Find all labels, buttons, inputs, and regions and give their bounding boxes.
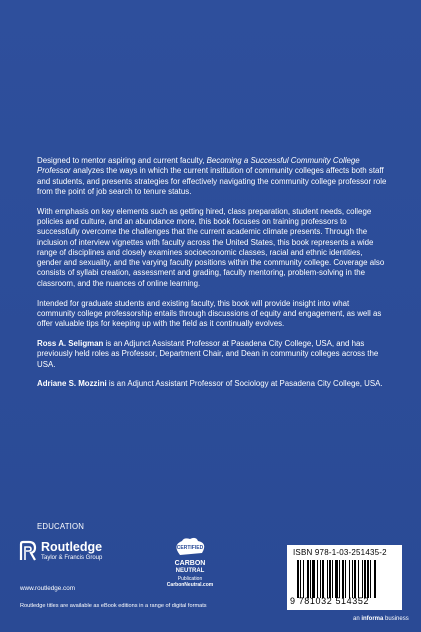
publisher-name: Routledge: [41, 539, 103, 554]
barcode-bar: [332, 560, 333, 598]
barcode-bar: [358, 560, 359, 598]
author-bio-text: is an Adjunct Assistant Professor at Pasadena City College, USA, and has previously held roles as Professor, Department Chair, and Dean in community colleges across the USA.: [37, 338, 379, 369]
barcode-bar: [342, 560, 344, 598]
badge-neutral: NEUTRAL: [175, 568, 205, 574]
author-bio-2: [37, 379, 387, 389]
barcode-bar: [335, 560, 338, 598]
badge-publication: Publication: [177, 576, 203, 582]
barcode-bar: [303, 560, 304, 598]
barcode-bar: [320, 560, 321, 598]
description-paragraph-2: With emphasis on key elements such as getting hired, class preparation, student needs, college policies and culture, and an abundance more, this book focuses on training professors to successfully overcome the challenges that the current academic climate presents. Through the inclusion of interview vignettes with faculty across the United States, this book represents a wide range of disciplines and closely examines socioeconomic classes, racial and ethnic identities, gender and sexuality, and the varying faculty positions within the community college. Coverage also consists of syllabi creation, assessment and grading, faculty mentoring, problem-solving in the classroom, and the nuances of online learning.: [37, 206, 385, 288]
routledge-logo-icon: [19, 540, 37, 562]
barcode-bar: [327, 560, 328, 598]
back-cover-text: [37, 156, 387, 399]
informa-business: [353, 616, 409, 622]
publisher-group: Taylor & Francis Group: [41, 554, 103, 561]
barcode-bar: [370, 560, 371, 598]
barcode-bar: [312, 560, 315, 598]
informa-suffix: business: [383, 616, 409, 622]
informa-prefix: an: [353, 616, 362, 622]
description-paragraph-1: [37, 156, 387, 197]
book-title: Becoming a Successful Community College Professor: [37, 156, 360, 176]
barcode-bar: [300, 560, 301, 598]
barcode-bar: [362, 560, 363, 598]
barcode-bar: [349, 560, 350, 598]
barcode-bar: [374, 560, 376, 598]
barcode-bars: [297, 560, 395, 598]
author-bio-text: is an Adjunct Assistant Professor of Sociology at Pasadena City College, USA.: [106, 379, 383, 389]
barcode-bar: [297, 560, 299, 598]
description-paragraph-3: Intended for graduate students and existing faculty, this book will provide insight into what community college professorship entails through discussions of equity and engagement, as well as offer valuable tips for keeping up with the field as it continually evolves.: [37, 298, 382, 329]
barcode-bar: [322, 560, 324, 598]
description-rest: analyzes the ways in which the current institution of community colleges affects both staff and students, and presents strategies for effectively navigating the community college professor role from the point of job search to tenure status.: [37, 166, 387, 196]
barcode-bar: [317, 560, 318, 598]
badge-certified: CERTIFIED: [176, 545, 204, 551]
subject-category: EDUCATION: [37, 522, 85, 531]
isbn-number: ISBN 978-1-03-251435-2: [293, 548, 387, 557]
informa-name: informa: [361, 616, 384, 622]
barcode-bar: [364, 560, 366, 598]
barcode-digits: 9 781032 514352: [290, 596, 370, 606]
badge-carbon: CARBON: [174, 560, 206, 567]
barcode-bar: [345, 560, 346, 598]
barcode-bar: [307, 560, 309, 598]
author-name: Ross A. Seligman: [37, 338, 104, 348]
barcode-bar: [339, 560, 340, 598]
author-name: Adriane S. Mozzini: [37, 379, 107, 389]
barcode-bar: [329, 560, 331, 598]
author-bio-1: [37, 339, 387, 370]
carbon-label: [150, 576, 230, 588]
barcode-bar: [310, 560, 311, 598]
barcode-bar: [352, 560, 353, 598]
publisher-logo: [19, 540, 102, 562]
ebook-footnote: Routledge titles are available as eBook editions in a range of digital formats: [20, 603, 207, 609]
barcode-bar: [354, 560, 356, 598]
badge-site: CarbonNeutral.com: [166, 582, 214, 588]
isbn-barcode: [287, 545, 402, 610]
barcode-bar: [367, 560, 369, 598]
description-intro: Designed to mentor aspiring and current faculty,: [37, 156, 207, 165]
publisher-website: www.routledge.com: [20, 585, 75, 592]
